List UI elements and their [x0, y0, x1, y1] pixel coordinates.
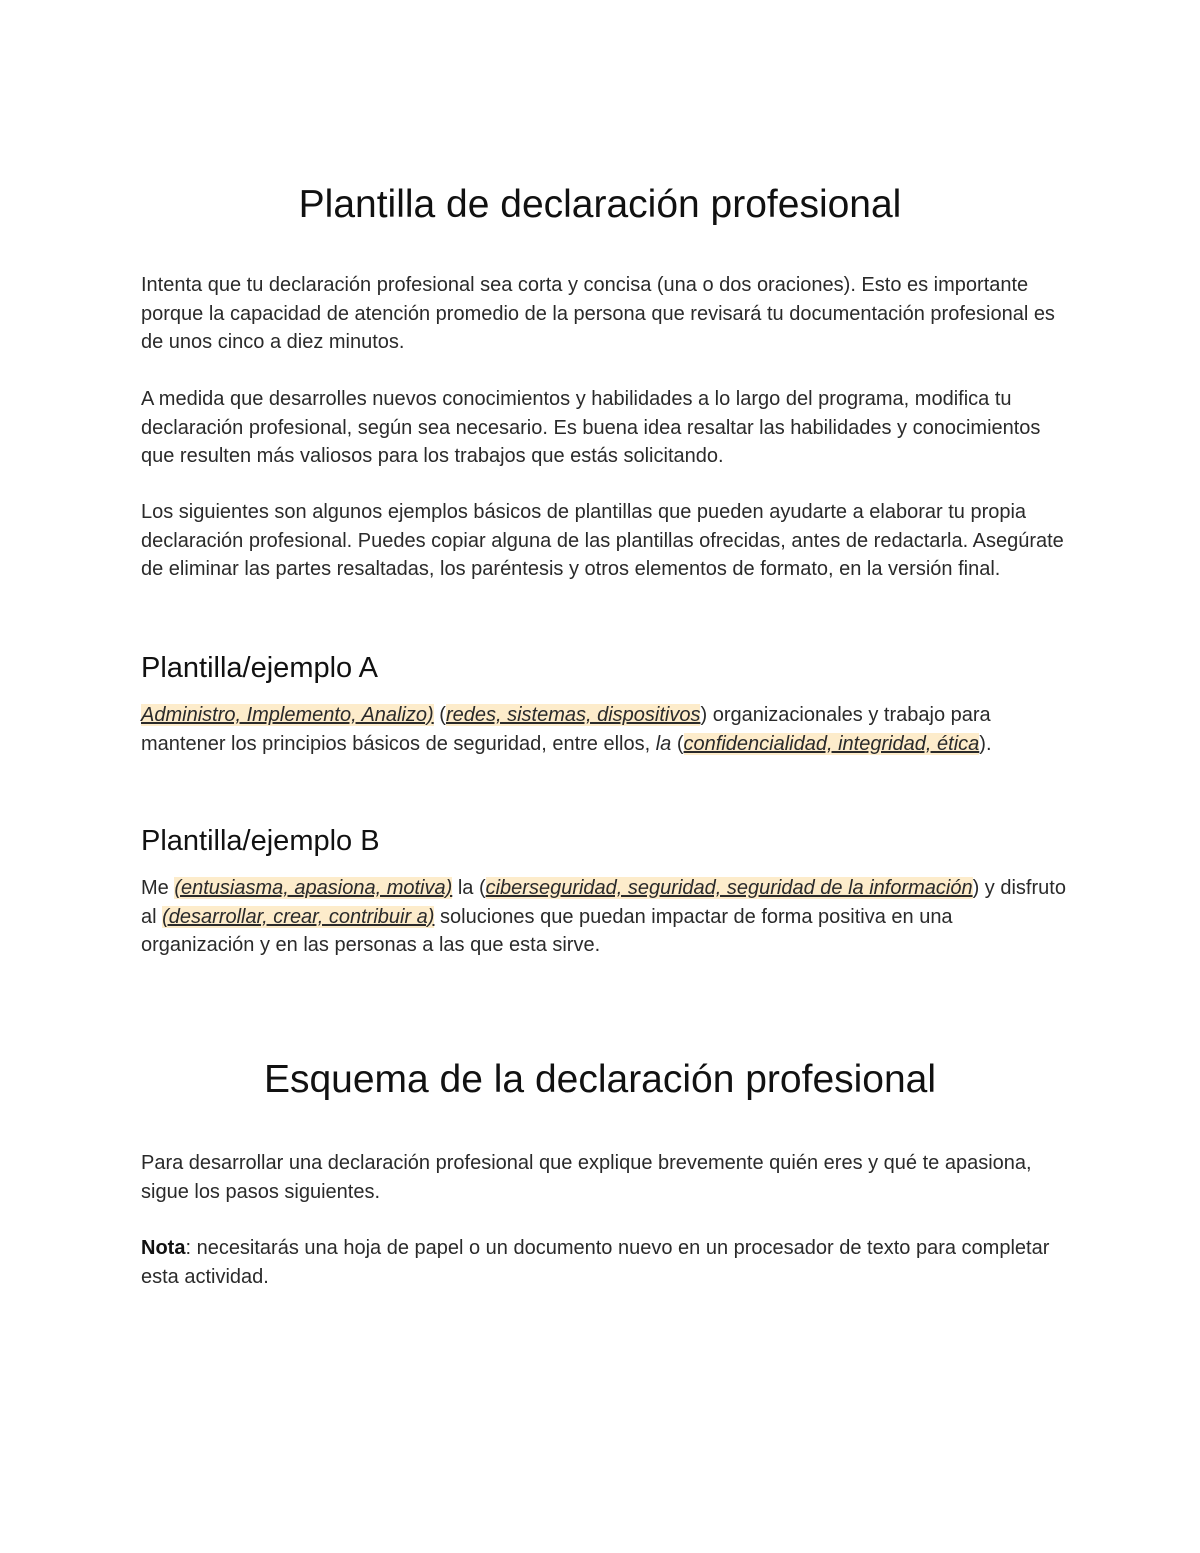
example-b-text-start: Me — [141, 877, 175, 899]
example-b-highlight-actions: (desarrollar, crear, contribuir a) — [162, 905, 435, 928]
example-a-text-middle: ) organizacionales y trabajo para mantener los principios básicos de seguridad, entre ellos, — [141, 704, 991, 755]
example-b-highlight-field: ciberseguridad, seguridad, seguridad de la información — [485, 877, 973, 899]
example-a-italic-article: la — [655, 732, 672, 755]
note-text: : necesitarás una hoja de papel o un documento nuevo en un procesador de texto para completar esta actividad. — [141, 1237, 1050, 1288]
example-b-text-end: soluciones que puedan impactar de forma positiva en una organización y en las personas a las que esta sirve. — [141, 905, 953, 957]
outline-paragraph: Para desarrollar una declaración profesional que explique brevemente quién eres y qué te apasiona, sigue los pasos siguientes. — [141, 1152, 1032, 1203]
example-a-paragraph — [141, 701, 1066, 758]
outline-title: Esquema de la declaración profesional — [263, 1058, 937, 1101]
example-a-text-open: ( — [433, 704, 446, 726]
example-b-highlight-feelings: (entusiasma, apasiona, motiva) — [174, 877, 453, 899]
example-b-paragraph — [141, 874, 1066, 960]
example-a-text-open-2: ( — [671, 732, 684, 755]
intro-paragraph-2: A medida que desarrolles nuevos conocimientos y habilidades a lo largo del programa, modifica tu declaración profesional, según sea necesario. Es buena idea resaltar las habilidades y conocimientos que resulten más valiosos para los trabajos que estás solicitando. — [141, 388, 1041, 468]
example-b-text-1: la ( — [452, 877, 486, 899]
page-title: Plantilla de declaración profesional — [298, 183, 902, 226]
note-label: Nota — [141, 1237, 186, 1259]
example-a-highlight-assets: redes, sistemas, dispositivos — [445, 704, 701, 726]
intro-paragraph-3: Los siguientes son algunos ejemplos básicos de plantillas que pueden ayudarte a elaborar tu propia declaración profesional. Puedes copiar alguna de las plantillas ofrecidas, antes de redactarla. Asegúrate de eliminar las partes resaltadas, los paréntesis y otros elementos de formato, en la versión final. — [141, 501, 1064, 581]
example-a-highlight-verbs: Administro, Implemento, Analizo) — [141, 704, 434, 726]
example-a-highlight-principles: confidencialidad, integridad, ética — [683, 732, 980, 755]
example-a-heading: Plantilla/ejemplo A — [141, 652, 378, 684]
outline-note — [141, 1234, 1066, 1291]
example-a-text-end: ). — [979, 732, 992, 755]
intro-paragraph-1: Intenta que tu declaración profesional sea corta y concisa (una o dos oraciones). Esto es importante porque la capacidad de atención promedio de la persona que revisará tu documentación profesional es de unos cinco a diez minutos. — [141, 274, 1055, 354]
example-b-text-2: ) y disfruto al — [141, 877, 1066, 928]
example-b-heading: Plantilla/ejemplo B — [141, 825, 380, 857]
